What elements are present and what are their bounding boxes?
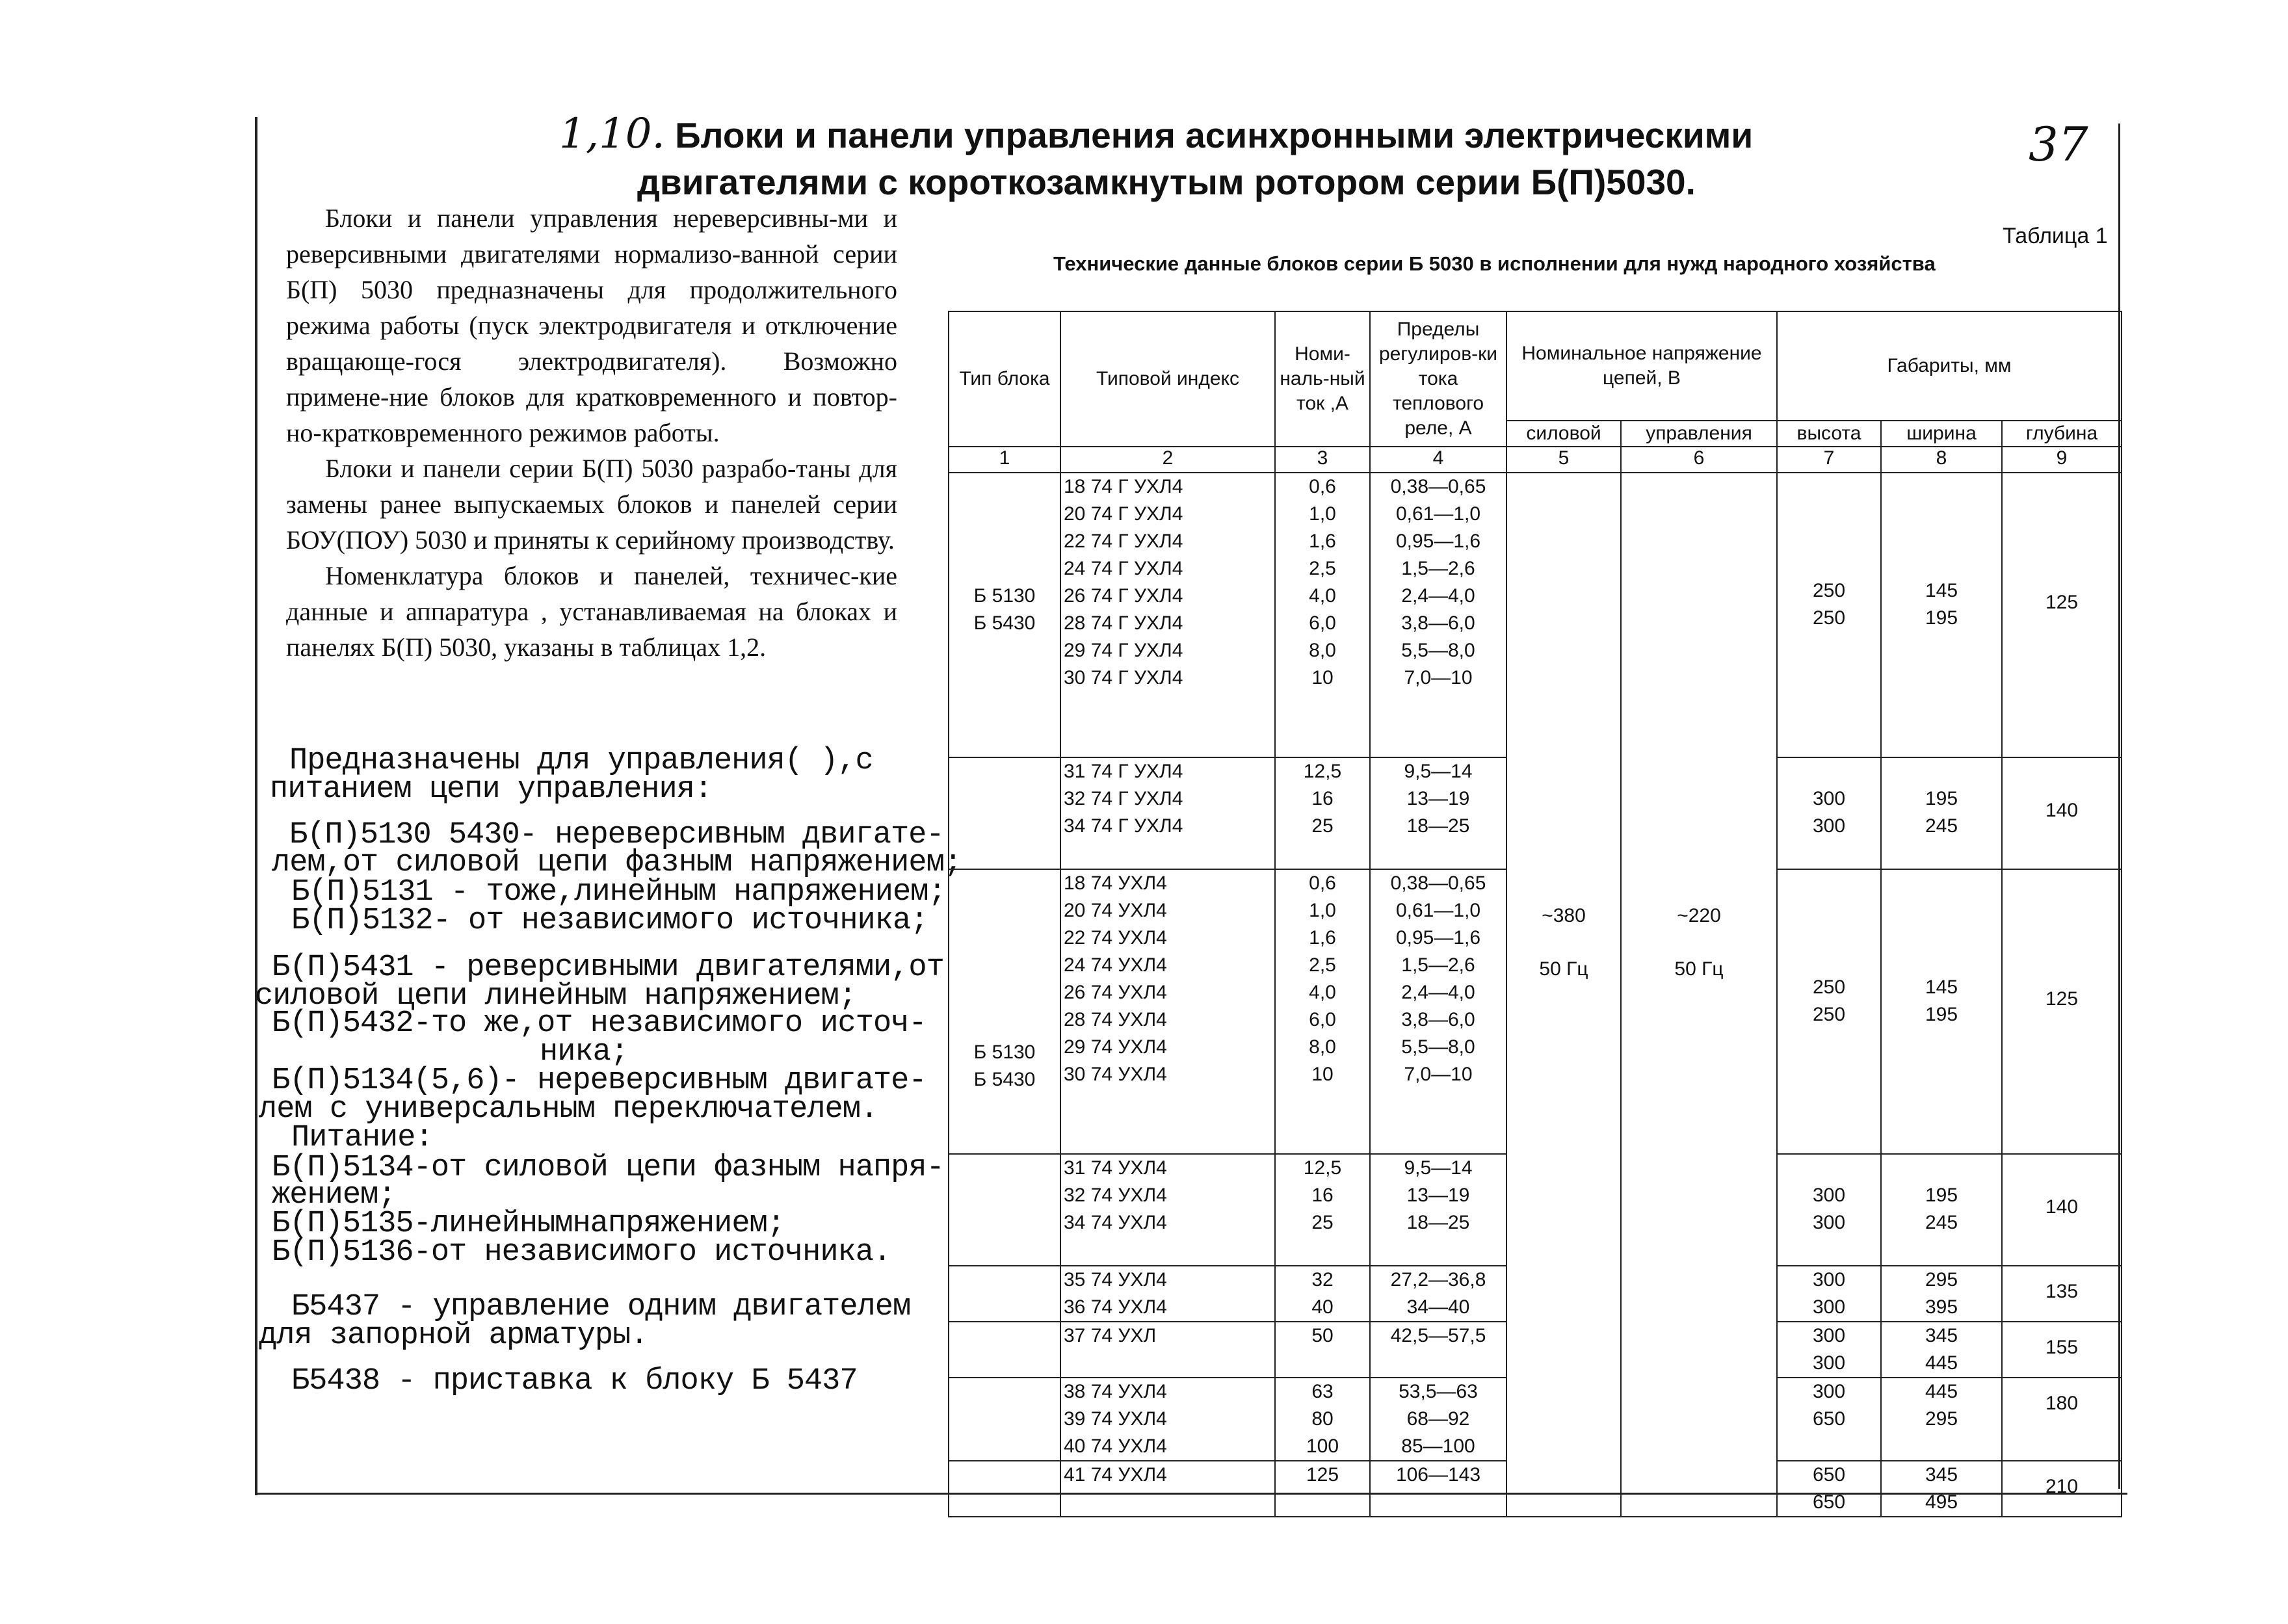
header-width: ширина [1881,421,2002,447]
depth-cell [2002,1154,2122,1266]
cell-value: 7,0—10 [1404,1064,1473,1085]
cell-value: 34—40 [1406,1296,1470,1318]
typed-note-line: жением; [272,1178,396,1212]
typed-note-line: Б(П)5432-то же,от независимого источ- [272,1006,927,1041]
type-cell [949,1154,1060,1266]
cell-value: 32 74 Г УХЛ4 [1064,788,1183,809]
column-number: 8 [1881,447,2002,473]
cell-value: 300 [1812,1212,1846,1233]
cell-value: 1,6 [1309,927,1336,949]
cell-value: 40 [1311,1296,1334,1318]
column-number: 1 [949,447,1060,473]
cell-value: 12,5 [1303,761,1342,782]
header-type: Тип блока [949,311,1060,447]
table-row [949,473,2122,757]
current-cell [1275,1266,1370,1322]
cell-value: 145 [1925,580,1958,601]
cell-value: 125 [1306,1464,1339,1486]
typed-note-line: лем,от силовой цепи фазным напряжением; [272,846,962,880]
cell-value: 295 [1925,1269,1958,1290]
height-cell [1777,1322,1881,1378]
cell-value: 2,5 [1309,558,1336,579]
column-number: 4 [1370,447,1506,473]
typed-note-line: силовой цепи линейным напряжением; [255,979,856,1014]
cell-value: 2,4—4,0 [1401,982,1475,1003]
cell-value: 9,5—14 [1404,1157,1473,1179]
cell-value: 29 74 Г УХЛ4 [1064,640,1183,661]
heading-line-1: Блоки и панели управления асинхронными электрическими [675,115,1754,155]
typed-note-line: Б(П)5134-от силовой цепи фазным напря- [272,1151,944,1185]
type-cell [949,757,1060,869]
cell-value: 195 [1925,1185,1958,1206]
cell-value: 345 [1925,1464,1958,1486]
index-cell [1060,473,1275,757]
range-cell [1370,1322,1506,1378]
typed-note-line: лем с универсальным переключателем. [259,1092,878,1127]
cell-value: 16 [1311,1185,1334,1206]
cell-value: 495 [1925,1491,1958,1513]
depth-cell [2002,757,2122,869]
intro-text [286,200,897,665]
column-number: 9 [2002,447,2122,473]
depth-cell [2002,869,2122,1154]
cell-value: 9,5—14 [1404,761,1473,782]
cell-value: 5,5—8,0 [1401,640,1475,661]
range-cell [1370,1154,1506,1266]
cell-value: 445 [1925,1352,1958,1374]
width-cell [1881,1266,2002,1322]
depth-cell [2002,1266,2122,1322]
cell-value: 0,61—1,0 [1395,503,1481,525]
voltage-control-cell [1621,473,1777,1517]
table-body [949,473,2122,1517]
cell-value: 12,5 [1303,1157,1342,1179]
cell-value: 300 [1812,1185,1846,1206]
intro-paragraph: Номенклатура блоков и панелей, техничес-кие данные и аппаратура , устанавливаемая на блоках и панелях Б(П) 5030, указаны в таблицах 1,2. [286,561,897,662]
typed-note-line: Б5438 - приставка к блоку Б 5437 [291,1364,858,1398]
typed-note-line: Б(П)5134(5,6)- нереверсивным двигате- [272,1064,927,1098]
cell-value: 85—100 [1401,1435,1475,1457]
table-label: Таблица 1 [2003,224,2108,248]
cell-value: 1,5—2,6 [1401,954,1475,976]
cell-value: 210 [2045,1476,2079,1497]
cell-value: 180 [2045,1393,2079,1414]
page-number: 37 [2029,117,2088,172]
cell-value: 10 [1311,1064,1334,1085]
cell-value: 0,95—1,6 [1395,927,1481,949]
cell-value: 18 74 Г УХЛ4 [1064,476,1183,497]
cell-value: 0,38—0,65 [1390,476,1486,497]
cell-value: 106—143 [1395,1464,1481,1486]
column-number: 2 [1060,447,1275,473]
cell-value: 155 [2045,1337,2079,1358]
cell-value: 32 [1311,1269,1334,1290]
cell-value: 245 [1925,1212,1958,1233]
cell-value: 42,5—57,5 [1390,1325,1486,1346]
cell-value: 250 [1812,1004,1846,1025]
cell-value: 650 [1812,1491,1846,1513]
typed-note-line: Б(П)5131 - тоже,линейным напряжением; [291,875,946,910]
cell-value: 10 [1311,667,1334,688]
cell-value: 145 [1925,976,1958,998]
section-number: 1,10. [559,110,665,158]
intro-paragraph: Блоки и панели серии Б(П) 5030 разрабо-таны для замены ранее выпускаемых блоков и панелей серии БОУ(ПОУ) 5030 и приняты к серийному производству. [286,454,897,555]
cell-value: 39 74 УХЛ4 [1064,1408,1167,1430]
cell-value: 28 74 Г УХЛ4 [1064,612,1183,634]
cell-value: 8,0 [1309,640,1336,661]
cell-value: 13—19 [1406,1185,1470,1206]
typed-note-line: Б(П)5130 5430- нереверсивным двигате- [289,818,944,852]
cell-value: 2,4—4,0 [1401,585,1475,607]
cell-value: 345 [1925,1325,1958,1346]
cell-value: 24 74 УХЛ4 [1064,954,1167,976]
index-cell [1060,1266,1275,1322]
cell-value: 31 74 УХЛ4 [1064,1157,1167,1179]
header-dims: Габариты, мм [1777,311,2122,421]
cell-value: 29 74 УХЛ4 [1064,1036,1167,1058]
cell-value: 300 [1812,788,1846,809]
range-cell [1370,1378,1506,1461]
column-number: 3 [1275,447,1370,473]
type-cell [949,869,1060,1154]
cell-value: 25 [1311,815,1334,837]
cell-value: 53,5—63 [1399,1381,1478,1402]
current-cell [1275,757,1370,869]
header-depth: глубина [2002,421,2122,447]
depth-cell [2002,1461,2122,1517]
depth-cell [2002,1378,2122,1461]
height-cell [1777,473,1881,757]
cell-value: 195 [1925,607,1958,629]
cell-value: 1,6 [1309,530,1336,552]
cell-value: 80 [1311,1408,1334,1430]
cell-value: 8,0 [1309,1036,1336,1058]
index-cell [1060,1378,1275,1461]
type-cell [949,473,1060,757]
depth-cell [2002,1322,2122,1378]
voltage-control-value: ~220 [1677,905,1721,926]
width-cell [1881,1461,2002,1517]
cell-value: 6,0 [1309,1009,1336,1030]
column-number-row [949,447,2122,473]
cell-value: 300 [1812,1325,1846,1346]
cell-value: 50 [1311,1325,1334,1346]
voltage-power-value: ~380 [1542,905,1586,926]
typed-note-line: для запорной арматуры. [259,1318,648,1353]
intro-paragraph: Блоки и панели управления нереверсивны-ми и реверсивными двигателями нормализо-ванной серии Б(П) 5030 предназначены для продолжительного режима работы (пуск электродвигателя и отключение вращающе-гося электродвигателя). Возможно примене-ние блоков для кратковременного и повтор-но-кратковременного режимов работы. [286,203,897,447]
cell-value: 0,6 [1309,872,1336,894]
cell-value: 41 74 УХЛ4 [1064,1464,1167,1486]
header-voltage: Номинальное напряжение цепей, В [1506,311,1777,421]
width-cell [1881,869,2002,1154]
cell-value: 4,0 [1309,982,1336,1003]
voltage-control-freq: 50 Гц [1674,958,1724,980]
height-cell [1777,869,1881,1154]
range-cell [1370,473,1506,757]
typed-note-line: Предназначены для управления( ),с [289,744,873,778]
cell-value: 140 [2045,1196,2079,1218]
cell-value: 5,5—8,0 [1401,1036,1475,1058]
header-range: Пределы регулиров-ки тока теплового реле, А [1370,311,1506,447]
depth-cell [2002,473,2122,757]
cell-value: Б 5430 [973,612,1036,634]
current-cell [1275,1461,1370,1517]
cell-value: 300 [1812,1352,1846,1374]
cell-value: 24 74 Г УХЛ4 [1064,558,1183,579]
current-cell [1275,869,1370,1154]
cell-value: 140 [2045,800,2079,821]
cell-value: 38 74 УХЛ4 [1064,1381,1167,1402]
cell-value: 650 [1812,1408,1846,1430]
voltage-power-freq: 50 Гц [1539,958,1588,980]
cell-value: 1,5—2,6 [1401,558,1475,579]
cell-value: 13—19 [1406,788,1470,809]
cell-value: 22 74 Г УХЛ4 [1064,530,1183,552]
cell-value: 32 74 УХЛ4 [1064,1185,1167,1206]
cell-value: 30 74 УХЛ4 [1064,1064,1167,1085]
cell-value: 18—25 [1406,1212,1470,1233]
cell-value: 20 74 Г УХЛ4 [1064,503,1183,525]
cell-value: 3,8—6,0 [1401,1009,1475,1030]
type-cell [949,1378,1060,1461]
cell-value: 445 [1925,1381,1958,1402]
width-cell [1881,1378,2002,1461]
typed-note-line: ника; [540,1035,629,1069]
technical-data-table [948,311,2122,1517]
cell-value: 27,2—36,8 [1390,1269,1486,1290]
header-index: Типовой индекс [1060,311,1275,447]
cell-value: 36 74 УХЛ4 [1064,1296,1167,1318]
cell-value: 135 [2045,1281,2079,1302]
cell-value: 250 [1812,607,1846,629]
section-heading [559,111,1753,205]
header-voltage-power: силовой [1506,421,1621,447]
type-cell [949,1266,1060,1322]
typed-note-line: Б5437 - управление одним двигателем [291,1290,911,1324]
cell-value: Б 5130 [973,1041,1036,1063]
cell-value: 37 74 УХЛ [1064,1325,1157,1346]
current-cell [1275,1154,1370,1266]
cell-value: 26 74 Г УХЛ4 [1064,585,1183,607]
width-cell [1881,757,2002,869]
index-cell [1060,1154,1275,1266]
height-cell [1777,1378,1881,1461]
cell-value: 6,0 [1309,612,1336,634]
cell-value: 295 [1925,1408,1958,1430]
cell-value: 63 [1311,1381,1334,1402]
cell-value: 7,0—10 [1404,667,1473,688]
cell-value: 195 [1925,1004,1958,1025]
cell-value: 1,0 [1309,503,1336,525]
height-cell [1777,1154,1881,1266]
index-cell [1060,757,1275,869]
cell-value: 1,0 [1309,900,1336,921]
cell-value: 34 74 УХЛ4 [1064,1212,1167,1233]
cell-value: 100 [1306,1435,1339,1457]
left-border-line [255,117,257,1495]
cell-value: 250 [1812,580,1846,601]
header-voltage-control: управления [1621,421,1777,447]
cell-value: 300 [1812,1269,1846,1290]
cell-value: 25 [1311,1212,1334,1233]
cell-value: 40 74 УХЛ4 [1064,1435,1167,1457]
cell-value: 34 74 Г УХЛ4 [1064,815,1183,837]
typed-note-line: Б(П)5431 - реверсивными двигателями,от [272,950,944,985]
height-cell [1777,1266,1881,1322]
typed-note-line: Б(П)5135-линейнымнапряжением; [272,1207,785,1241]
current-cell [1275,1322,1370,1378]
cell-value: 125 [2045,592,2079,613]
cell-value: 0,61—1,0 [1395,900,1481,921]
cell-value: 18—25 [1406,815,1470,837]
table-caption: Технические данные блоков серии Б 5030 в исполнении для нужд народного хозяйства [1053,252,1936,275]
width-cell [1881,1322,2002,1378]
current-cell [1275,1378,1370,1461]
cell-value: 26 74 УХЛ4 [1064,982,1167,1003]
cell-value: 20 74 УХЛ4 [1064,900,1167,921]
column-number: 7 [1777,447,1881,473]
typed-note-line: Питание: [291,1121,433,1155]
height-cell [1777,757,1881,869]
range-cell [1370,869,1506,1154]
header-height: высота [1777,421,1881,447]
width-cell [1881,473,2002,757]
cell-value: 18 74 УХЛ4 [1064,872,1167,894]
cell-value: Б 5430 [973,1069,1036,1090]
type-cell [949,1322,1060,1378]
cell-value: 125 [2045,988,2079,1010]
cell-value: 3,8—6,0 [1401,612,1475,634]
column-number: 5 [1506,447,1621,473]
width-cell [1881,1154,2002,1266]
cell-value: 195 [1925,788,1958,809]
index-cell [1060,1461,1275,1517]
cell-value: 245 [1925,815,1958,837]
cell-value: 35 74 УХЛ4 [1064,1269,1167,1290]
cell-value: 250 [1812,976,1846,998]
index-cell [1060,1322,1275,1378]
type-cell [949,1461,1060,1517]
cell-value: 0,6 [1309,476,1336,497]
range-cell [1370,1266,1506,1322]
voltage-power-cell [1506,473,1621,1517]
cell-value: 28 74 УХЛ4 [1064,1009,1167,1030]
cell-value: 16 [1311,788,1334,809]
index-cell [1060,869,1275,1154]
cell-value: Б 5130 [973,585,1036,607]
height-cell [1777,1461,1881,1517]
current-cell [1275,473,1370,757]
heading-line-2: двигателями с короткозамкнутым ротором серии Б(П)5030. [637,162,1696,202]
cell-value: 395 [1925,1296,1958,1318]
column-number: 6 [1621,447,1777,473]
cell-value: 650 [1812,1464,1846,1486]
cell-value: 68—92 [1406,1408,1470,1430]
range-cell [1370,1461,1506,1517]
cell-value: 300 [1812,815,1846,837]
cell-value: 2,5 [1309,954,1336,976]
cell-value: 0,38—0,65 [1390,872,1486,894]
typed-note-line: питанием цепи управления: [270,772,713,807]
header-current: Номи-наль-ный ток ,А [1275,311,1370,447]
cell-value: 0,95—1,6 [1395,530,1481,552]
cell-value: 300 [1812,1381,1846,1402]
typed-note-line: Б(П)5136-от независимого источника. [272,1235,891,1270]
cell-value: 30 74 Г УХЛ4 [1064,667,1183,688]
cell-value: 300 [1812,1296,1846,1318]
typed-note-line: Б(П)5132- от независимого источника; [291,904,928,938]
cell-value: 31 74 Г УХЛ4 [1064,761,1183,782]
range-cell [1370,757,1506,869]
cell-value: 4,0 [1309,585,1336,607]
cell-value: 22 74 УХЛ4 [1064,927,1167,949]
